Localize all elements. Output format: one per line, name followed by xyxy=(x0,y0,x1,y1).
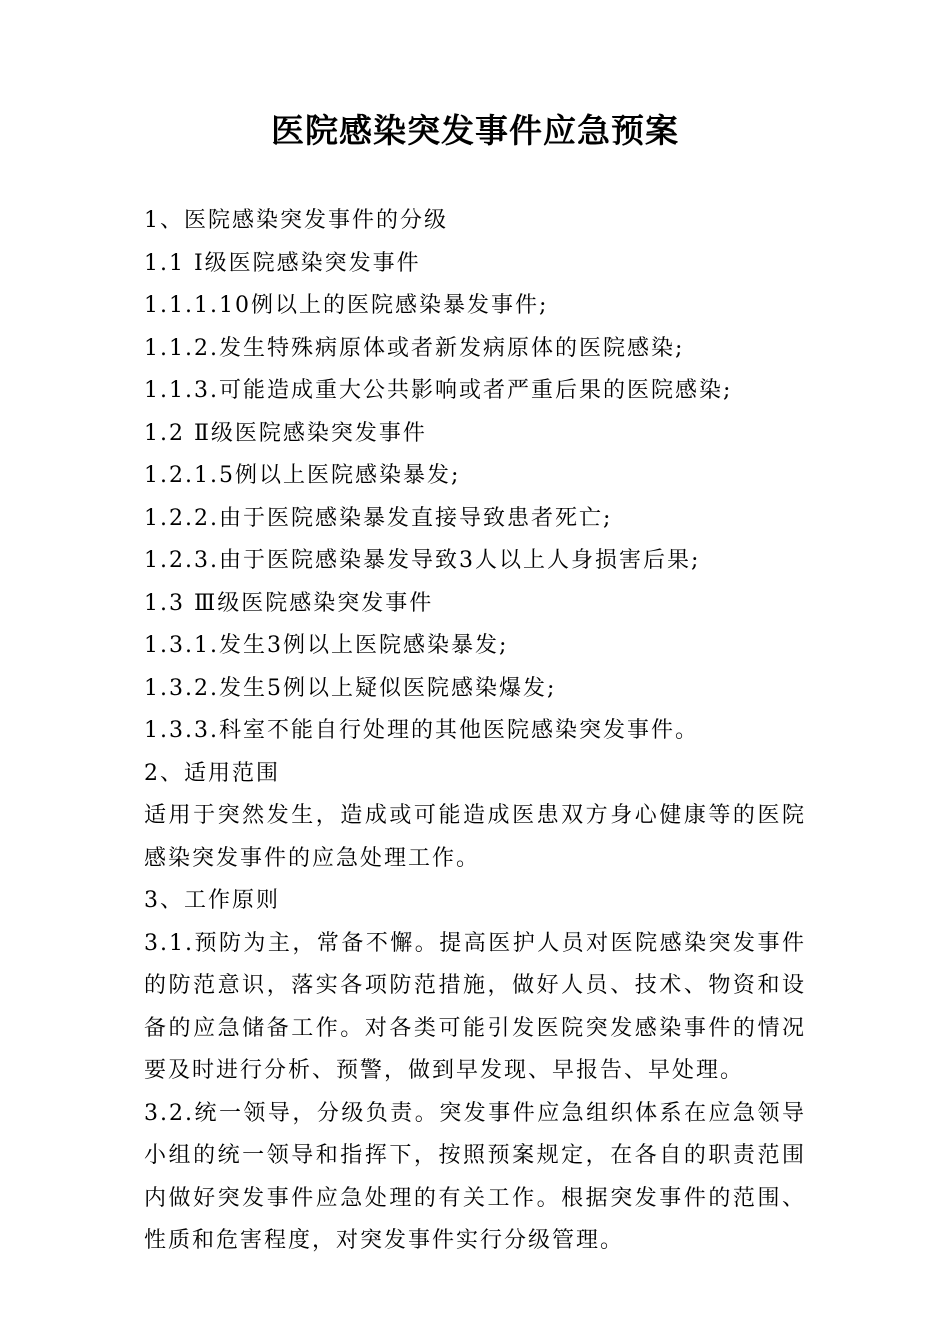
body-paragraph: 3.2.统一领导，分级负责。突发事件应急组织体系在应急领导小组的统一领导和指挥下，按照预案规定，在各自的职责范围内做好突发事件应急处理的有关工作。根据突发事件的范围、性质和危害程度，对突发事件实行分级管理。 xyxy=(144,1100,806,1253)
document-title: 医院感染突发事件应急预案 xyxy=(271,111,679,150)
list-item: 1.3.3.科室不能自行处理的其他医院感染突发事件。 xyxy=(144,718,699,743)
section-heading-principles: 3、工作原则 xyxy=(144,888,280,913)
list-item: 1.1.3.可能造成重大公共影响或者严重后果的医院感染; xyxy=(144,378,733,403)
section-heading-grading: 1、医院感染突发事件的分级 xyxy=(144,208,448,233)
list-item: 1.3.2.发生5例以上疑似医院感染爆发; xyxy=(144,675,557,701)
list-item: 1.2.2.由于医院感染暴发直接导致患者死亡; xyxy=(144,505,613,531)
subsection-heading-level-2: 1.2 Ⅱ级医院感染突发事件 xyxy=(144,420,427,446)
subsection-heading-level-1: 1.1 Ⅰ级医院感染突发事件 xyxy=(144,250,421,276)
list-item: 1.3.1.发生3例以上医院感染暴发; xyxy=(144,633,509,658)
list-item: 1.2.3.由于医院感染暴发导致3人以上人身损害后果; xyxy=(144,548,701,573)
document-body xyxy=(144,200,806,1263)
body-paragraph: 3.1.预防为主，常备不懈。提高医护人员对医院感染突发事件的防范意识，落实各项防范措施，做好人员、技术、物资和设备的应急储备工作。对各类可能引发医院突发感染事件的情况要及时进行分析、预警，做到早发现、早报告、早处理。 xyxy=(144,930,806,1083)
list-item: 1.1.2.发生特殊病原体或者新发病原体的医院感染; xyxy=(144,335,685,361)
list-item: 1.2.1.5例以上医院感染暴发; xyxy=(144,463,461,488)
subsection-heading-level-3: 1.3 Ⅲ级医院感染突发事件 xyxy=(144,590,434,616)
body-paragraph: 适用于突然发生，造成或可能造成医患双方身心健康等的医院感染突发事件的应急处理工作。 xyxy=(144,803,806,871)
section-heading-scope: 2、适用范围 xyxy=(144,760,280,786)
list-item: 1.1.1.10例以上的医院感染暴发事件; xyxy=(144,293,549,318)
